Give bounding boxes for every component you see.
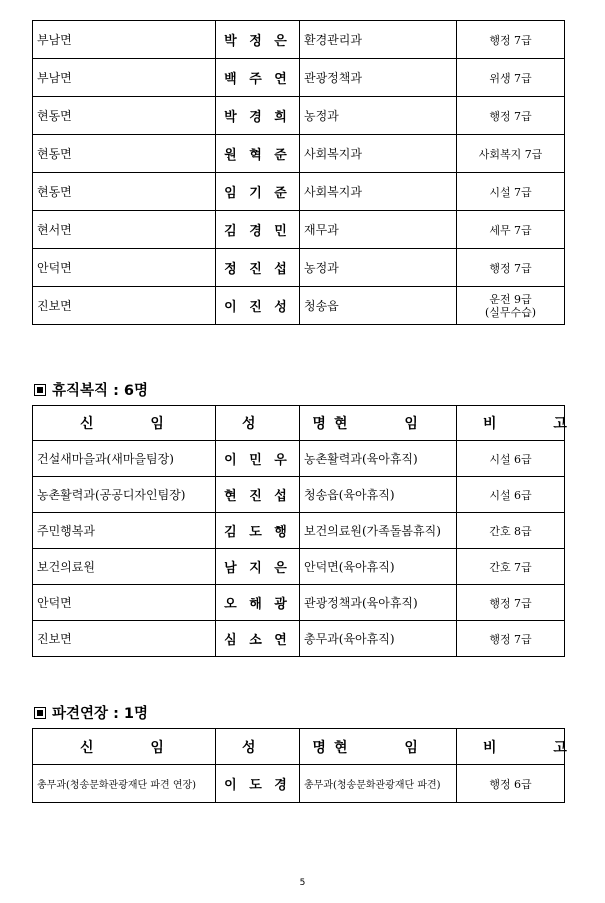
note-line-2: (실무수습) bbox=[484, 305, 537, 319]
table-row bbox=[33, 585, 565, 621]
current-post: 관광정책과 bbox=[300, 59, 457, 97]
new-post: 현서면 bbox=[33, 211, 216, 249]
person-name: 이 진 성 bbox=[216, 287, 300, 325]
table-row bbox=[33, 765, 565, 803]
header-name: 성 명 bbox=[216, 729, 300, 765]
new-post: 주민행복과 bbox=[33, 513, 216, 549]
note: 간호 7급 bbox=[457, 549, 565, 585]
table-row bbox=[33, 549, 565, 585]
person-name: 박 정 은 bbox=[216, 21, 300, 59]
current-post: 관광정책과(육아휴직) bbox=[300, 585, 457, 621]
person-name: 이 민 우 bbox=[216, 441, 300, 477]
new-post: 안덕면 bbox=[33, 249, 216, 287]
note: 위생 7급 bbox=[457, 59, 565, 97]
new-post: 건설새마을과(새마을팀장) bbox=[33, 441, 216, 477]
header-current-post: 현 임 bbox=[300, 406, 457, 441]
note-line-1: 운전 9급 bbox=[489, 292, 532, 306]
note: 행정 7급 bbox=[457, 249, 565, 287]
new-post: 현동면 bbox=[33, 173, 216, 211]
note bbox=[457, 287, 565, 325]
current-post: 사회복지과 bbox=[300, 173, 457, 211]
section-title-dispatch-extension bbox=[34, 702, 148, 723]
current-post: 총무과(육아휴직) bbox=[300, 621, 457, 657]
note: 행정 6급 bbox=[457, 765, 565, 803]
section-title-text: 휴직복직 : 6명 bbox=[52, 383, 149, 399]
person-name: 현 진 섭 bbox=[216, 477, 300, 513]
transfer-table bbox=[32, 20, 565, 325]
new-post: 진보면 bbox=[33, 287, 216, 325]
table-row bbox=[33, 477, 565, 513]
current-post: 청송읍 bbox=[300, 287, 457, 325]
note: 세무 7급 bbox=[457, 211, 565, 249]
person-name: 이 도 경 bbox=[216, 765, 300, 803]
new-post: 진보면 bbox=[33, 621, 216, 657]
note: 행정 7급 bbox=[457, 585, 565, 621]
new-post: 현동면 bbox=[33, 135, 216, 173]
person-name: 정 진 섭 bbox=[216, 249, 300, 287]
note: 간호 8급 bbox=[457, 513, 565, 549]
new-post: 총무과(청송문화관광재단 파견 연장) bbox=[33, 765, 216, 803]
new-post: 보건의료원 bbox=[33, 549, 216, 585]
person-name: 백 주 연 bbox=[216, 59, 300, 97]
table-row bbox=[33, 135, 565, 173]
table-row bbox=[33, 211, 565, 249]
person-name: 심 소 연 bbox=[216, 621, 300, 657]
header-name: 성 명 bbox=[216, 406, 300, 441]
new-post: 현동면 bbox=[33, 97, 216, 135]
header-current-post: 현 임 bbox=[300, 729, 457, 765]
leave-return-table bbox=[32, 405, 593, 657]
table-row bbox=[33, 97, 565, 135]
table-row bbox=[33, 621, 565, 657]
note: 시설 6급 bbox=[457, 477, 565, 513]
header-note: 비 고 bbox=[457, 406, 565, 441]
dispatch-extension-table bbox=[32, 728, 593, 803]
person-name: 김 경 민 bbox=[216, 211, 300, 249]
header-new-post: 신 임 bbox=[33, 729, 216, 765]
table-row bbox=[33, 287, 565, 325]
header-row bbox=[33, 729, 565, 765]
note: 시설 6급 bbox=[457, 441, 565, 477]
table-row bbox=[33, 59, 565, 97]
person-name: 임 기 준 bbox=[216, 173, 300, 211]
note: 행정 7급 bbox=[457, 97, 565, 135]
current-post: 사회복지과 bbox=[300, 135, 457, 173]
new-post: 농촌활력과(공공디자인팀장) bbox=[33, 477, 216, 513]
table-row bbox=[33, 513, 565, 549]
person-name: 김 도 행 bbox=[216, 513, 300, 549]
square-bullet-icon bbox=[34, 707, 46, 719]
page-number: 5 bbox=[299, 878, 306, 888]
current-post: 재무과 bbox=[300, 211, 457, 249]
header-row bbox=[33, 406, 565, 441]
new-post: 부남면 bbox=[33, 59, 216, 97]
section-title-leave-return bbox=[34, 379, 148, 400]
header-note: 비 고 bbox=[457, 729, 565, 765]
current-post: 농정과 bbox=[300, 249, 457, 287]
current-post: 보건의료원(가족돌봄휴직) bbox=[300, 513, 457, 549]
table-row bbox=[33, 441, 565, 477]
note: 행정 7급 bbox=[457, 621, 565, 657]
new-post: 안덕면 bbox=[33, 585, 216, 621]
current-post: 농정과 bbox=[300, 97, 457, 135]
current-post: 환경관리과 bbox=[300, 21, 457, 59]
person-name: 박 경 희 bbox=[216, 97, 300, 135]
square-bullet-icon bbox=[34, 384, 46, 396]
person-name: 남 지 은 bbox=[216, 549, 300, 585]
current-post: 안덕면(육아휴직) bbox=[300, 549, 457, 585]
table-row bbox=[33, 173, 565, 211]
current-post: 총무과(청송문화관광재단 파견) bbox=[300, 765, 457, 803]
current-post: 농촌활력과(육아휴직) bbox=[300, 441, 457, 477]
new-post: 부남면 bbox=[33, 21, 216, 59]
note: 시설 7급 bbox=[457, 173, 565, 211]
person-name: 원 혁 준 bbox=[216, 135, 300, 173]
header-new-post: 신 임 bbox=[33, 406, 216, 441]
note: 행정 7급 bbox=[457, 21, 565, 59]
current-post: 청송읍(육아휴직) bbox=[300, 477, 457, 513]
section-title-text: 파견연장 : 1명 bbox=[52, 706, 149, 722]
note: 사회복지 7급 bbox=[457, 135, 565, 173]
table-row bbox=[33, 249, 565, 287]
table-row bbox=[33, 21, 565, 59]
person-name: 오 해 광 bbox=[216, 585, 300, 621]
